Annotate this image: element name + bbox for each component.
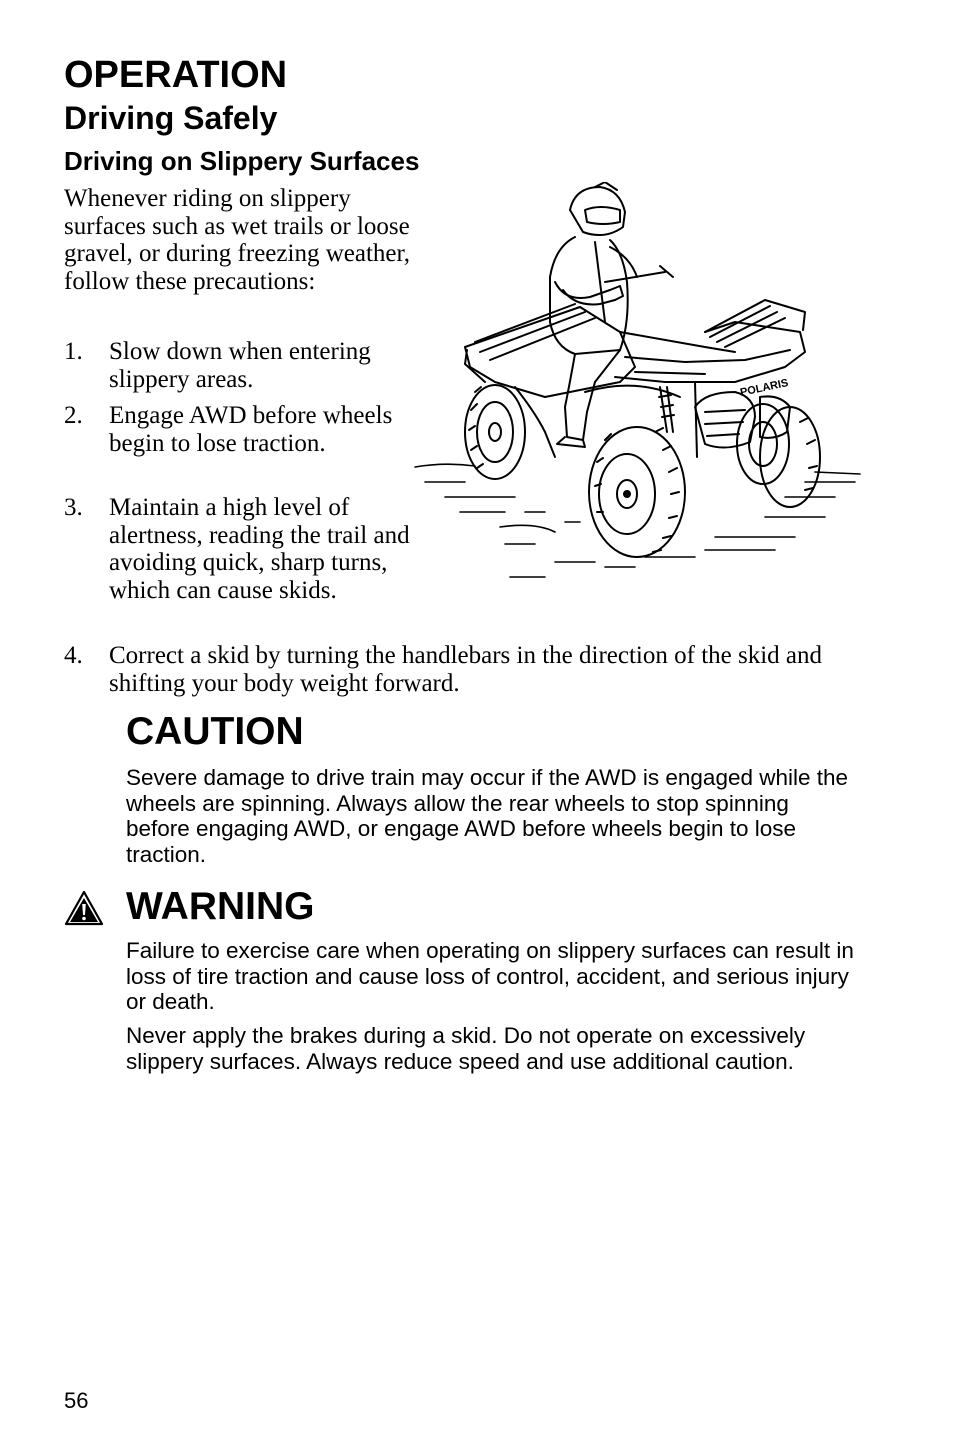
list-item-number: 2.	[64, 402, 83, 429]
atv-rider-illustration	[405, 182, 865, 582]
list-item-text: Maintain a high level of alertness, reading the trail and avoiding quick, sharp turns, which can cause skids.	[109, 494, 410, 604]
list-item-number: 4.	[64, 642, 83, 669]
warning-triangle-icon	[64, 890, 104, 926]
list-item-number: 3.	[64, 494, 83, 521]
warning-body: Never apply the brakes during a skid. Do not operate on excessively slippery surfaces. Always reduce speed and use additional caution.	[126, 1023, 806, 1074]
section-title: OPERATION	[64, 54, 288, 96]
topic-title: Driving on Slippery Surfaces	[64, 146, 420, 176]
water-lines	[415, 464, 860, 577]
atv-brand-label: POLARIS	[739, 377, 790, 399]
caution-title: CAUTION	[126, 710, 304, 753]
subsection-title: Driving Safely	[64, 100, 278, 136]
list-item-text: Slow down when entering slippery areas.	[109, 338, 371, 393]
warning-body: Failure to exercise care when operating on slippery surfaces can result in loss of tire traction and cause loss of control, accident, and serious injury or death.	[126, 938, 854, 1014]
atv-body	[465, 300, 805, 457]
warning-title: WARNING	[126, 885, 315, 928]
list-item-text: Correct a skid by turning the handlebars in the direction of the skid and shifting your body weight forward.	[109, 642, 823, 697]
caution-body: Severe damage to drive train may occur if the AWD is engaged while the wheels are spinning. Always allow the rear wheels to stop spinning before engaging AWD, or engage AWD before wheels begin to lose traction.	[126, 765, 849, 867]
front-wheel-far	[760, 407, 820, 507]
list-item-text: Engage AWD before wheels begin to lose traction.	[109, 402, 393, 457]
rear-wheel	[465, 385, 525, 479]
front-wheel	[589, 427, 685, 557]
intro-paragraph: Whenever riding on slippery surfaces such as wet trails or loose gravel, or during freezing weather, follow these precautions:	[64, 185, 411, 295]
list-item-number: 1.	[64, 338, 83, 365]
rider	[550, 182, 673, 447]
page-number: 56	[64, 1388, 89, 1413]
